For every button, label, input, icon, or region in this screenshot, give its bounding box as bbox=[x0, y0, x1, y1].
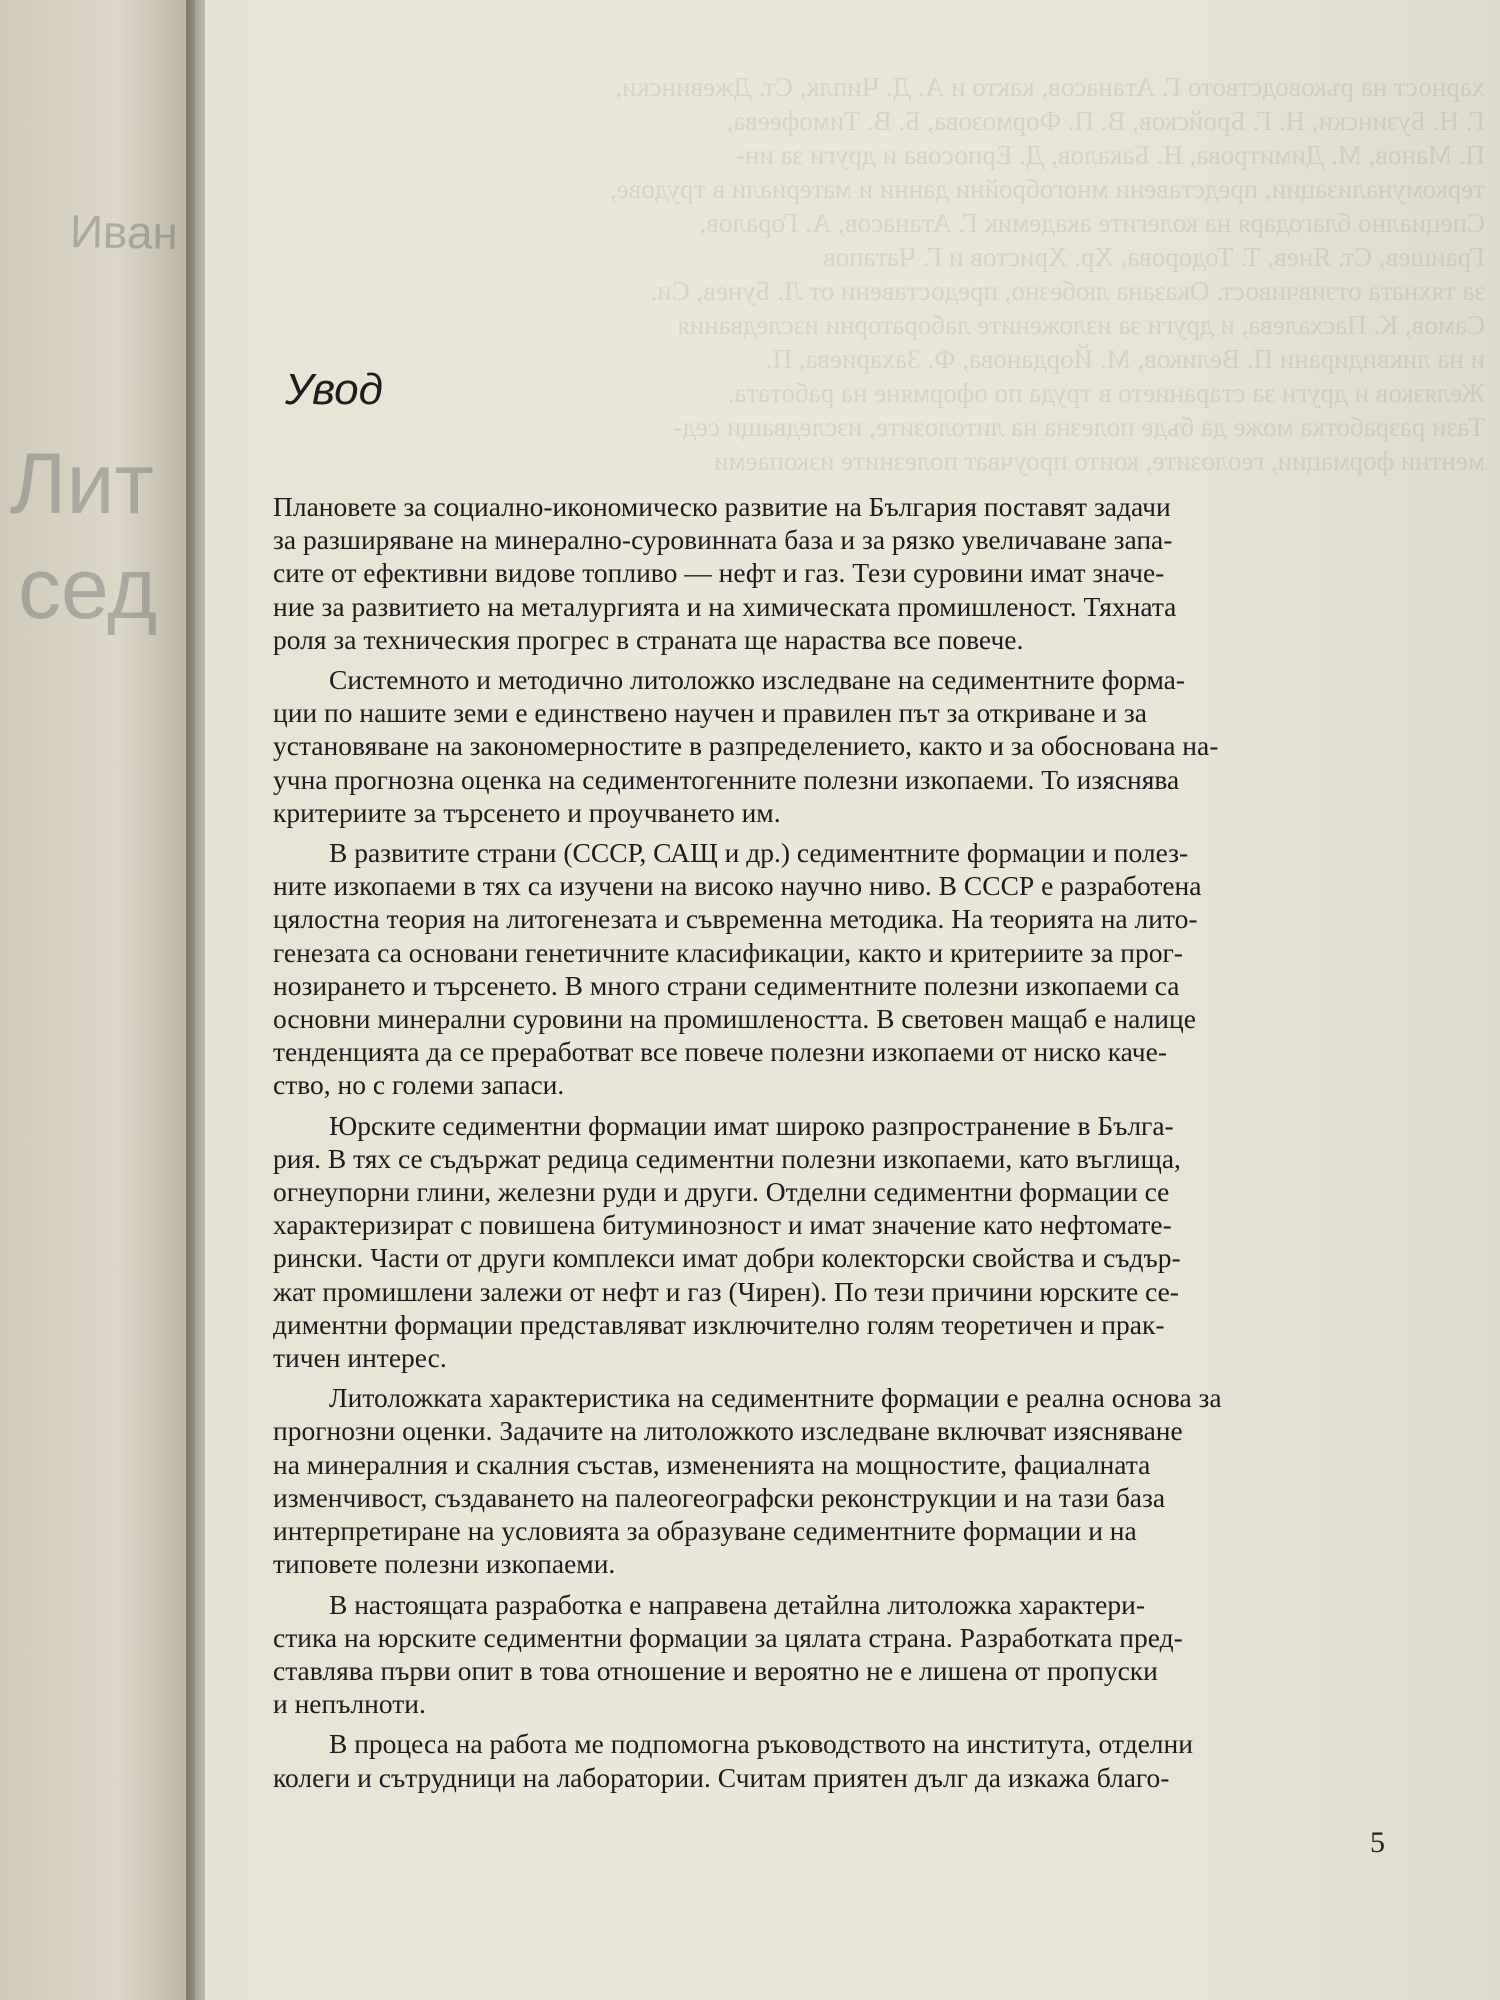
text-line: нозирането и търсенето. В много страни седиментните полезни изкопаеми са bbox=[273, 969, 1180, 1001]
text-line: рия. В тях се съдържат редица седиментни полезни изкопаеми, като въглища, bbox=[273, 1142, 1181, 1174]
show-through-line: и на ликвидирани П. Великов, М. Йорданова, Ф. Захариева, П. bbox=[765, 344, 1485, 374]
show-through-line: Г. Н. Бузински, Н. Г. Бройсков, В. П. Формозова, Б. В. Тимофеева, bbox=[726, 106, 1485, 136]
show-through-line: Специално благодаря на колегите академик Г. Атанасов, А. Горалов, bbox=[699, 208, 1485, 238]
left-page-fragment: сед bbox=[18, 541, 158, 637]
left-page-fragment: Лит bbox=[10, 436, 154, 532]
paragraph bbox=[273, 1109, 1408, 1375]
text-line: колеги и сътрудници на лаборатории. Считам приятен дълг да изкажа благо- bbox=[273, 1761, 1170, 1793]
text-line: Литоложката характеристика на седиментните формации е реална основа за bbox=[329, 1382, 1222, 1414]
text-line: роля за техническия прогрес в страната ще нараства все повече. bbox=[273, 623, 1024, 655]
text-line: цялостна теория на литогенезата и съвременна методика. На теорията на лито- bbox=[273, 903, 1198, 935]
show-through-line: П. Манов, М. Димитрова, Н. Бакалов, Д. Ерпосова и други за ин- bbox=[735, 140, 1485, 170]
page-number: 5 bbox=[1370, 1826, 1385, 1859]
text-line: тенденцията да се преработват все повече полезни изкопаеми от ниско каче- bbox=[273, 1036, 1167, 1068]
text-line: Системното и методично литоложко изследване на седиментните форма- bbox=[329, 664, 1186, 696]
show-through-line: Граишев, Ст. Янев, Т. Тодорова, Хр. Христов и Г. Чатапов bbox=[823, 242, 1485, 272]
paragraph bbox=[273, 1588, 1408, 1721]
paragraph bbox=[273, 1381, 1408, 1580]
text-line: ние за развитието на металургията и на химическата промишленост. Тяхната bbox=[273, 590, 1177, 622]
show-through-line: теркомунализации, представени многобройни данни и материали в трудове, bbox=[609, 174, 1485, 204]
text-line: генезата са основани генетичните класификации, както и критериите за прог- bbox=[273, 936, 1183, 968]
text-line: В настоящата разработка е направена детайлна литоложка характери- bbox=[329, 1588, 1146, 1620]
section-heading: Увод bbox=[285, 365, 383, 414]
text-line: интерпретиране на условията за образуване седиментните формации и на bbox=[273, 1515, 1137, 1547]
body-text bbox=[273, 490, 1408, 1801]
show-through-line: Самов, К. Пасхалева, и други за изложените лабораторни изследвания bbox=[677, 310, 1485, 340]
show-through-line: за тяхната отзивчивост. Оказана любезно, предоставени от Л. Бунев, Си. bbox=[650, 276, 1485, 306]
text-line: ство, но с големи запаси. bbox=[273, 1069, 565, 1101]
text-line: ставлява първи опит в това отношение и вероятно не е лишена от пропуски bbox=[273, 1654, 1158, 1686]
text-line: диментни формации представляват изключително голям теоретичен и прак- bbox=[273, 1308, 1165, 1340]
text-line: учна прогнозна оценка на седиментогенните полезни изкопаеми. То изяснява bbox=[273, 763, 1180, 795]
paragraph bbox=[273, 490, 1408, 656]
text-line: характеризират с повишена битуминозност и имат значение като нефтомате- bbox=[273, 1209, 1172, 1241]
text-line: установяване на закономерностите в разпределението, както и за обоснована на- bbox=[273, 730, 1219, 762]
left-page-fragment: Иван bbox=[69, 205, 179, 259]
show-through-line: харност на ръководството Г. Атанасов, както и А. Д. Чиплк, Ст. Джевински, bbox=[615, 72, 1485, 102]
text-line: жат промишлени залежи от нефт и газ (Чирен). По тези причини юрските се- bbox=[273, 1275, 1179, 1307]
paragraph bbox=[273, 1727, 1408, 1793]
text-line: за разширяване на минерално-суровинната база и за рязко увеличаване запа- bbox=[273, 524, 1173, 556]
text-line: Юрските седиментни формации имат широко разпространение в Бълга- bbox=[329, 1109, 1174, 1141]
text-line: В процеса на работа ме подпомогна ръководството на института, отделни bbox=[329, 1728, 1193, 1760]
text-line: изменчивост, създаването на палеогеографски реконструкции и на тази база bbox=[273, 1481, 1166, 1513]
text-line: огнеупорни глини, железни руди и други. Отделни седиментни формации се bbox=[273, 1176, 1170, 1208]
book-page bbox=[205, 0, 1500, 2000]
show-through-line: Тази разработка може да бъде полезна на литолозите, изследващи сед- bbox=[673, 412, 1485, 442]
show-through-line: Желязков и други за старанието в труда по оформяне на работата. bbox=[727, 378, 1485, 408]
text-line: сите от ефективни видове топливо — нефт и газ. Тези суровини имат значе- bbox=[273, 557, 1165, 589]
text-line: В развитите страни (СССР, САЩ и др.) седиментните формации и полез- bbox=[329, 837, 1189, 869]
text-line: критериите за търсенето и проучването им. bbox=[273, 796, 781, 828]
text-line: на минералния и скалния състав, измененията на мощностите, фациалната bbox=[273, 1448, 1151, 1480]
paragraph bbox=[273, 836, 1408, 1102]
show-through-line: ментни формации, геолозите, които проучват полезните изкопаеми bbox=[714, 446, 1485, 476]
text-line: ните изкопаеми в тях са изучени на високо научно ниво. В СССР е разработена bbox=[273, 870, 1202, 902]
text-line: тичен интерес. bbox=[273, 1342, 447, 1374]
text-line: типовете полезни изкопаеми. bbox=[273, 1548, 616, 1580]
text-line: рински. Части от други комплекси имат добри колекторски свойства и съдър- bbox=[273, 1242, 1181, 1274]
text-line: ции по нашите земи е единствено научен и правилен път за откриване и за bbox=[273, 697, 1147, 729]
text-line: основни минерални суровини на промишлеността. В световен мащаб е налице bbox=[273, 1003, 1196, 1035]
paragraph bbox=[273, 663, 1408, 829]
text-line: Плановете за социално-икономическо развитие на България поставят задачи bbox=[273, 491, 1171, 522]
left-page bbox=[0, 0, 195, 2000]
text-line: стика на юрските седиментни формации за цялата страна. Разработката пред- bbox=[273, 1621, 1183, 1653]
text-line: и непълноти. bbox=[273, 1688, 426, 1720]
show-through-text bbox=[285, 70, 1485, 478]
text-line: прогнозни оценки. Задачите на литоложкото изследване включват изясняване bbox=[273, 1415, 1183, 1447]
